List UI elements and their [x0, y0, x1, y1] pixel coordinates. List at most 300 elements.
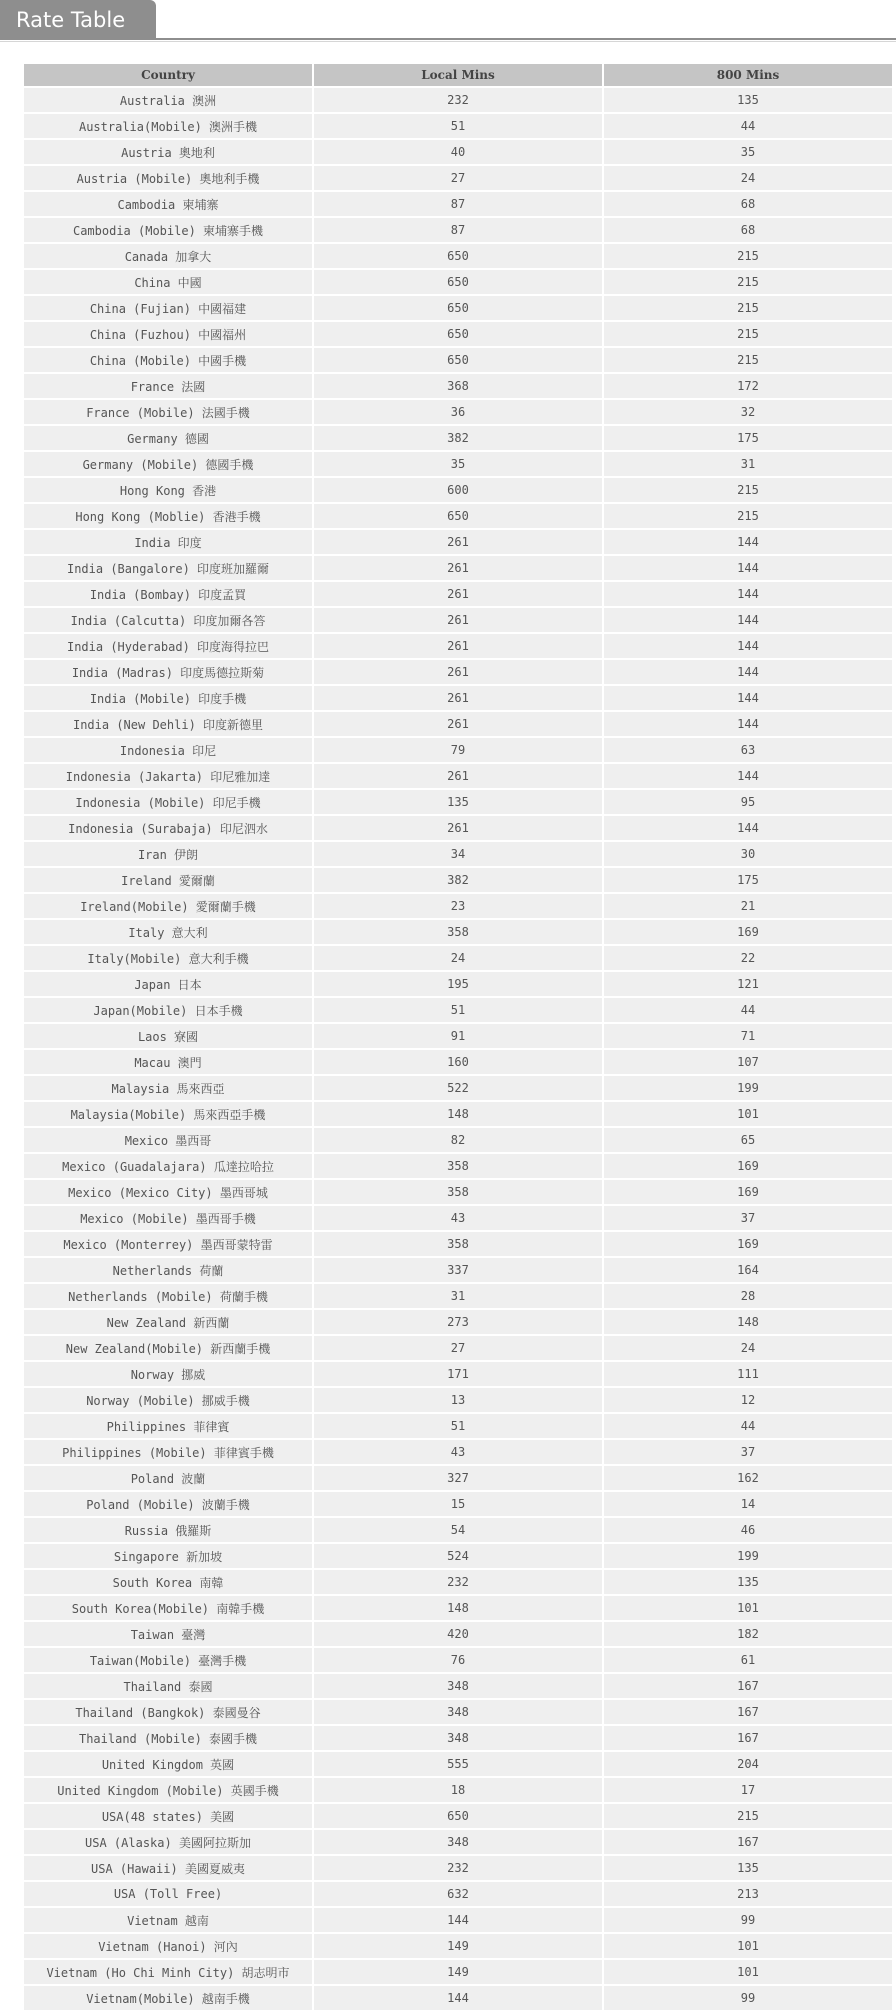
toll-free-mins-cell: 95 — [604, 790, 892, 814]
country-cell: Germany 德國 — [24, 426, 312, 450]
toll-free-mins-cell: 22 — [604, 946, 892, 970]
table-row — [24, 1960, 892, 1984]
country-cell: Indonesia 印尼 — [24, 738, 312, 762]
toll-free-mins-cell: 167 — [604, 1830, 892, 1854]
table-row — [24, 712, 892, 736]
toll-free-mins-cell: 30 — [604, 842, 892, 866]
toll-free-mins-cell: 12 — [604, 1388, 892, 1412]
country-cell: Australia 澳洲 — [24, 88, 312, 112]
local-mins-cell: 358 — [314, 1232, 602, 1256]
table-row — [24, 946, 892, 970]
table-row — [24, 608, 892, 632]
toll-free-mins-cell: 182 — [604, 1622, 892, 1646]
toll-free-mins-cell: 99 — [604, 1908, 892, 1932]
local-mins-cell: 54 — [314, 1518, 602, 1542]
toll-free-mins-cell: 63 — [604, 738, 892, 762]
toll-free-mins-cell: 164 — [604, 1258, 892, 1282]
table-row — [24, 816, 892, 840]
country-cell: New Zealand 新西蘭 — [24, 1310, 312, 1334]
country-cell: China (Fuzhou) 中國福州 — [24, 322, 312, 346]
toll-free-mins-cell: 107 — [604, 1050, 892, 1074]
country-cell: Mexico 墨西哥 — [24, 1128, 312, 1152]
table-row — [24, 296, 892, 320]
toll-free-mins-cell: 169 — [604, 920, 892, 944]
local-mins-cell: 368 — [314, 374, 602, 398]
country-cell: Mexico (Guadalajara) 瓜達拉哈拉 — [24, 1154, 312, 1178]
table-row — [24, 1050, 892, 1074]
table-row — [24, 1310, 892, 1334]
toll-free-mins-cell: 144 — [604, 556, 892, 580]
country-cell: Philippines (Mobile) 菲律賓手機 — [24, 1440, 312, 1464]
table-row — [24, 972, 892, 996]
country-cell: Poland 波蘭 — [24, 1466, 312, 1490]
local-mins-cell: 555 — [314, 1752, 602, 1776]
toll-free-mins-cell: 204 — [604, 1752, 892, 1776]
toll-free-mins-cell: 135 — [604, 1570, 892, 1594]
table-row — [24, 1492, 892, 1516]
country-cell: Indonesia (Jakarta) 印尼雅加達 — [24, 764, 312, 788]
country-cell: China (Fujian) 中國福建 — [24, 296, 312, 320]
country-cell: Thailand 泰國 — [24, 1674, 312, 1698]
column-header-local-mins: Local Mins — [314, 64, 602, 86]
toll-free-mins-cell: 135 — [604, 1856, 892, 1880]
table-row — [24, 114, 892, 138]
table-row — [24, 1336, 892, 1360]
table-row — [24, 478, 892, 502]
local-mins-cell: 43 — [314, 1206, 602, 1230]
table-row — [24, 1388, 892, 1412]
table-row — [24, 1076, 892, 1100]
toll-free-mins-cell: 32 — [604, 400, 892, 424]
table-row — [24, 452, 892, 476]
local-mins-cell: 195 — [314, 972, 602, 996]
table-row — [24, 1206, 892, 1230]
table-row — [24, 1596, 892, 1620]
country-cell: Austria 奧地利 — [24, 140, 312, 164]
local-mins-cell: 261 — [314, 712, 602, 736]
local-mins-cell: 261 — [314, 660, 602, 684]
local-mins-cell: 23 — [314, 894, 602, 918]
country-cell: Singapore 新加坡 — [24, 1544, 312, 1568]
country-cell: Vietnam(Mobile) 越南手機 — [24, 1986, 312, 2010]
country-cell: Cambodia (Mobile) 柬埔寨手機 — [24, 218, 312, 242]
toll-free-mins-cell: 44 — [604, 998, 892, 1022]
country-cell: Norway 挪威 — [24, 1362, 312, 1386]
table-row — [24, 738, 892, 762]
toll-free-mins-cell: 68 — [604, 192, 892, 216]
toll-free-mins-cell: 37 — [604, 1206, 892, 1230]
toll-free-mins-cell: 31 — [604, 452, 892, 476]
page-title: Rate Table — [0, 0, 156, 38]
toll-free-mins-cell: 144 — [604, 764, 892, 788]
toll-free-mins-cell: 215 — [604, 322, 892, 346]
country-cell: China (Mobile) 中國手機 — [24, 348, 312, 372]
toll-free-mins-cell: 215 — [604, 348, 892, 372]
toll-free-mins-cell: 162 — [604, 1466, 892, 1490]
country-cell: South Korea 南韓 — [24, 1570, 312, 1594]
local-mins-cell: 87 — [314, 218, 602, 242]
country-cell: France (Mobile) 法國手機 — [24, 400, 312, 424]
toll-free-mins-cell: 169 — [604, 1232, 892, 1256]
table-row — [24, 1622, 892, 1646]
local-mins-cell: 232 — [314, 1856, 602, 1880]
local-mins-cell: 348 — [314, 1674, 602, 1698]
table-row — [24, 842, 892, 866]
table-row — [24, 894, 892, 918]
local-mins-cell: 650 — [314, 296, 602, 320]
table-row — [24, 1466, 892, 1490]
toll-free-mins-cell: 35 — [604, 140, 892, 164]
country-cell: United Kingdom 英國 — [24, 1752, 312, 1776]
toll-free-mins-cell: 101 — [604, 1934, 892, 1958]
country-cell: India (Mobile) 印度手機 — [24, 686, 312, 710]
table-row — [24, 244, 892, 268]
local-mins-cell: 600 — [314, 478, 602, 502]
table-row — [24, 166, 892, 190]
toll-free-mins-cell: 169 — [604, 1154, 892, 1178]
table-row — [24, 634, 892, 658]
column-header-800-mins: 800 Mins — [604, 64, 892, 86]
table-row — [24, 504, 892, 528]
table-row — [24, 400, 892, 424]
toll-free-mins-cell: 71 — [604, 1024, 892, 1048]
table-row — [24, 1778, 892, 1802]
country-cell: India (Madras) 印度馬德拉斯菊 — [24, 660, 312, 684]
table-row — [24, 270, 892, 294]
country-cell: France 法國 — [24, 374, 312, 398]
country-cell: Taiwan(Mobile) 臺灣手機 — [24, 1648, 312, 1672]
toll-free-mins-cell: 144 — [604, 634, 892, 658]
local-mins-cell: 524 — [314, 1544, 602, 1568]
toll-free-mins-cell: 199 — [604, 1076, 892, 1100]
local-mins-cell: 76 — [314, 1648, 602, 1672]
local-mins-cell: 261 — [314, 556, 602, 580]
toll-free-mins-cell: 167 — [604, 1726, 892, 1750]
local-mins-cell: 232 — [314, 1570, 602, 1594]
country-cell: Australia(Mobile) 澳洲手機 — [24, 114, 312, 138]
country-cell: New Zealand(Mobile) 新西蘭手機 — [24, 1336, 312, 1360]
country-cell: Philippines 菲律賓 — [24, 1414, 312, 1438]
table-row — [24, 426, 892, 450]
country-cell: Laos 寮國 — [24, 1024, 312, 1048]
country-cell: Mexico (Mobile) 墨西哥手機 — [24, 1206, 312, 1230]
toll-free-mins-cell: 37 — [604, 1440, 892, 1464]
local-mins-cell: 650 — [314, 504, 602, 528]
table-row — [24, 790, 892, 814]
table-row — [24, 1700, 892, 1724]
header-row — [24, 64, 892, 86]
table-row — [24, 1544, 892, 1568]
country-cell: Vietnam (Ho Chi Minh City) 胡志明市 — [24, 1960, 312, 1984]
local-mins-cell: 632 — [314, 1882, 602, 1906]
local-mins-cell: 650 — [314, 322, 602, 346]
table-row — [24, 1648, 892, 1672]
table-row — [24, 1752, 892, 1776]
toll-free-mins-cell: 175 — [604, 868, 892, 892]
toll-free-mins-cell: 215 — [604, 1804, 892, 1828]
toll-free-mins-cell: 144 — [604, 712, 892, 736]
toll-free-mins-cell: 101 — [604, 1102, 892, 1126]
local-mins-cell: 15 — [314, 1492, 602, 1516]
table-row — [24, 1362, 892, 1386]
local-mins-cell: 135 — [314, 790, 602, 814]
toll-free-mins-cell: 144 — [604, 660, 892, 684]
local-mins-cell: 261 — [314, 686, 602, 710]
local-mins-cell: 650 — [314, 244, 602, 268]
local-mins-cell: 24 — [314, 946, 602, 970]
toll-free-mins-cell: 111 — [604, 1362, 892, 1386]
table-row — [24, 1128, 892, 1152]
local-mins-cell: 148 — [314, 1102, 602, 1126]
country-cell: China 中國 — [24, 270, 312, 294]
toll-free-mins-cell: 101 — [604, 1960, 892, 1984]
rate-table-header — [24, 64, 892, 86]
local-mins-cell: 348 — [314, 1726, 602, 1750]
country-cell: Thailand (Bangkok) 泰國曼谷 — [24, 1700, 312, 1724]
table-row — [24, 686, 892, 710]
toll-free-mins-cell: 172 — [604, 374, 892, 398]
country-cell: Japan 日本 — [24, 972, 312, 996]
local-mins-cell: 18 — [314, 1778, 602, 1802]
local-mins-cell: 358 — [314, 1180, 602, 1204]
toll-free-mins-cell: 65 — [604, 1128, 892, 1152]
local-mins-cell: 261 — [314, 816, 602, 840]
country-cell: Vietnam 越南 — [24, 1908, 312, 1932]
country-cell: Hong Kong (Moblie) 香港手機 — [24, 504, 312, 528]
column-header-country: Country — [24, 64, 312, 86]
toll-free-mins-cell: 28 — [604, 1284, 892, 1308]
local-mins-cell: 650 — [314, 270, 602, 294]
toll-free-mins-cell: 169 — [604, 1180, 892, 1204]
country-cell: Ireland(Mobile) 愛爾蘭手機 — [24, 894, 312, 918]
country-cell: India (Hyderabad) 印度海得拉巴 — [24, 634, 312, 658]
country-cell: Cambodia 柬埔寨 — [24, 192, 312, 216]
table-row — [24, 374, 892, 398]
toll-free-mins-cell: 17 — [604, 1778, 892, 1802]
country-cell: Poland (Mobile) 波蘭手機 — [24, 1492, 312, 1516]
local-mins-cell: 327 — [314, 1466, 602, 1490]
country-cell: Vietnam (Hanoi) 河內 — [24, 1934, 312, 1958]
toll-free-mins-cell: 167 — [604, 1700, 892, 1724]
country-cell: Hong Kong 香港 — [24, 478, 312, 502]
table-row — [24, 1180, 892, 1204]
header-divider-shadow — [0, 41, 896, 42]
local-mins-cell: 261 — [314, 764, 602, 788]
local-mins-cell: 51 — [314, 998, 602, 1022]
table-row — [24, 1674, 892, 1698]
country-cell: Norway (Mobile) 挪威手機 — [24, 1388, 312, 1412]
local-mins-cell: 273 — [314, 1310, 602, 1334]
local-mins-cell: 171 — [314, 1362, 602, 1386]
local-mins-cell: 337 — [314, 1258, 602, 1282]
table-row — [24, 348, 892, 372]
toll-free-mins-cell: 61 — [604, 1648, 892, 1672]
country-cell: USA (Alaska) 美國阿拉斯加 — [24, 1830, 312, 1854]
local-mins-cell: 13 — [314, 1388, 602, 1412]
country-cell: USA(48 states) 美國 — [24, 1804, 312, 1828]
table-row — [24, 1908, 892, 1932]
table-row — [24, 556, 892, 580]
local-mins-cell: 348 — [314, 1700, 602, 1724]
table-row — [24, 322, 892, 346]
country-cell: Netherlands (Mobile) 荷蘭手機 — [24, 1284, 312, 1308]
local-mins-cell: 149 — [314, 1960, 602, 1984]
table-row — [24, 1570, 892, 1594]
local-mins-cell: 149 — [314, 1934, 602, 1958]
local-mins-cell: 522 — [314, 1076, 602, 1100]
country-cell: India (Bombay) 印度孟買 — [24, 582, 312, 606]
table-row — [24, 1726, 892, 1750]
local-mins-cell: 358 — [314, 1154, 602, 1178]
table-row — [24, 1986, 892, 2010]
local-mins-cell: 79 — [314, 738, 602, 762]
local-mins-cell: 40 — [314, 140, 602, 164]
country-cell: Japan(Mobile) 日本手機 — [24, 998, 312, 1022]
toll-free-mins-cell: 135 — [604, 88, 892, 112]
toll-free-mins-cell: 24 — [604, 166, 892, 190]
table-row — [24, 140, 892, 164]
toll-free-mins-cell: 99 — [604, 1986, 892, 2010]
country-cell: Italy(Mobile) 意大利手機 — [24, 946, 312, 970]
table-row — [24, 1232, 892, 1256]
country-cell: Iran 伊朗 — [24, 842, 312, 866]
local-mins-cell: 27 — [314, 166, 602, 190]
toll-free-mins-cell: 144 — [604, 608, 892, 632]
table-row — [24, 218, 892, 242]
local-mins-cell: 358 — [314, 920, 602, 944]
local-mins-cell: 160 — [314, 1050, 602, 1074]
local-mins-cell: 232 — [314, 88, 602, 112]
toll-free-mins-cell: 215 — [604, 478, 892, 502]
country-cell: United Kingdom (Mobile) 英國手機 — [24, 1778, 312, 1802]
country-cell: Austria (Mobile) 奧地利手機 — [24, 166, 312, 190]
country-cell: South Korea(Mobile) 南韓手機 — [24, 1596, 312, 1620]
local-mins-cell: 420 — [314, 1622, 602, 1646]
header-divider — [0, 38, 896, 40]
toll-free-mins-cell: 144 — [604, 816, 892, 840]
country-cell: Macau 澳門 — [24, 1050, 312, 1074]
country-cell: India (New Dehli) 印度新德里 — [24, 712, 312, 736]
country-cell: Mexico (Mexico City) 墨西哥城 — [24, 1180, 312, 1204]
toll-free-mins-cell: 213 — [604, 1882, 892, 1906]
local-mins-cell: 27 — [314, 1336, 602, 1360]
table-row — [24, 1284, 892, 1308]
local-mins-cell: 348 — [314, 1830, 602, 1854]
table-row — [24, 998, 892, 1022]
country-cell: India (Calcutta) 印度加爾各答 — [24, 608, 312, 632]
table-row — [24, 1934, 892, 1958]
local-mins-cell: 87 — [314, 192, 602, 216]
country-cell: Indonesia (Mobile) 印尼手機 — [24, 790, 312, 814]
table-row — [24, 192, 892, 216]
toll-free-mins-cell: 144 — [604, 530, 892, 554]
local-mins-cell: 261 — [314, 582, 602, 606]
local-mins-cell: 43 — [314, 1440, 602, 1464]
table-row — [24, 1856, 892, 1880]
local-mins-cell: 650 — [314, 348, 602, 372]
local-mins-cell: 382 — [314, 868, 602, 892]
toll-free-mins-cell: 144 — [604, 686, 892, 710]
local-mins-cell: 82 — [314, 1128, 602, 1152]
country-cell: Taiwan 臺灣 — [24, 1622, 312, 1646]
local-mins-cell: 51 — [314, 1414, 602, 1438]
toll-free-mins-cell: 14 — [604, 1492, 892, 1516]
local-mins-cell: 261 — [314, 634, 602, 658]
table-row — [24, 1830, 892, 1854]
local-mins-cell: 34 — [314, 842, 602, 866]
country-cell: Russia 俄羅斯 — [24, 1518, 312, 1542]
country-cell: USA (Toll Free) — [24, 1882, 312, 1906]
toll-free-mins-cell: 175 — [604, 426, 892, 450]
table-row — [24, 1414, 892, 1438]
country-cell: Indonesia (Surabaja) 印尼泗水 — [24, 816, 312, 840]
local-mins-cell: 650 — [314, 1804, 602, 1828]
toll-free-mins-cell: 215 — [604, 296, 892, 320]
local-mins-cell: 261 — [314, 608, 602, 632]
table-row — [24, 1154, 892, 1178]
table-row — [24, 1440, 892, 1464]
toll-free-mins-cell: 21 — [604, 894, 892, 918]
local-mins-cell: 144 — [314, 1986, 602, 2010]
toll-free-mins-cell: 215 — [604, 504, 892, 528]
table-row — [24, 764, 892, 788]
toll-free-mins-cell: 44 — [604, 1414, 892, 1438]
local-mins-cell: 35 — [314, 452, 602, 476]
rate-table-body — [24, 88, 892, 2010]
country-cell: Thailand (Mobile) 泰國手機 — [24, 1726, 312, 1750]
country-cell: Canada 加拿大 — [24, 244, 312, 268]
country-cell: Malaysia 馬來西亞 — [24, 1076, 312, 1100]
toll-free-mins-cell: 199 — [604, 1544, 892, 1568]
table-row — [24, 1024, 892, 1048]
toll-free-mins-cell: 46 — [604, 1518, 892, 1542]
country-cell: Netherlands 荷蘭 — [24, 1258, 312, 1282]
table-row — [24, 1258, 892, 1282]
local-mins-cell: 51 — [314, 114, 602, 138]
local-mins-cell: 382 — [314, 426, 602, 450]
country-cell: Mexico (Monterrey) 墨西哥蒙特雷 — [24, 1232, 312, 1256]
country-cell: USA (Hawaii) 美國夏威夷 — [24, 1856, 312, 1880]
table-row — [24, 1102, 892, 1126]
toll-free-mins-cell: 68 — [604, 218, 892, 242]
toll-free-mins-cell: 24 — [604, 1336, 892, 1360]
table-row — [24, 868, 892, 892]
rate-table — [22, 62, 894, 2012]
country-cell: India 印度 — [24, 530, 312, 554]
local-mins-cell: 31 — [314, 1284, 602, 1308]
table-row — [24, 660, 892, 684]
toll-free-mins-cell: 167 — [604, 1674, 892, 1698]
local-mins-cell: 36 — [314, 400, 602, 424]
toll-free-mins-cell: 121 — [604, 972, 892, 996]
toll-free-mins-cell: 215 — [604, 244, 892, 268]
table-row — [24, 1518, 892, 1542]
local-mins-cell: 148 — [314, 1596, 602, 1620]
table-row — [24, 582, 892, 606]
country-cell: Ireland 愛爾蘭 — [24, 868, 312, 892]
country-cell: Italy 意大利 — [24, 920, 312, 944]
country-cell: Germany (Mobile) 德國手機 — [24, 452, 312, 476]
table-row — [24, 1804, 892, 1828]
local-mins-cell: 261 — [314, 530, 602, 554]
country-cell: India (Bangalore) 印度班加羅爾 — [24, 556, 312, 580]
local-mins-cell: 144 — [314, 1908, 602, 1932]
toll-free-mins-cell: 215 — [604, 270, 892, 294]
country-cell: Malaysia(Mobile) 馬來西亞手機 — [24, 1102, 312, 1126]
table-row — [24, 920, 892, 944]
table-row — [24, 1882, 892, 1906]
local-mins-cell: 91 — [314, 1024, 602, 1048]
